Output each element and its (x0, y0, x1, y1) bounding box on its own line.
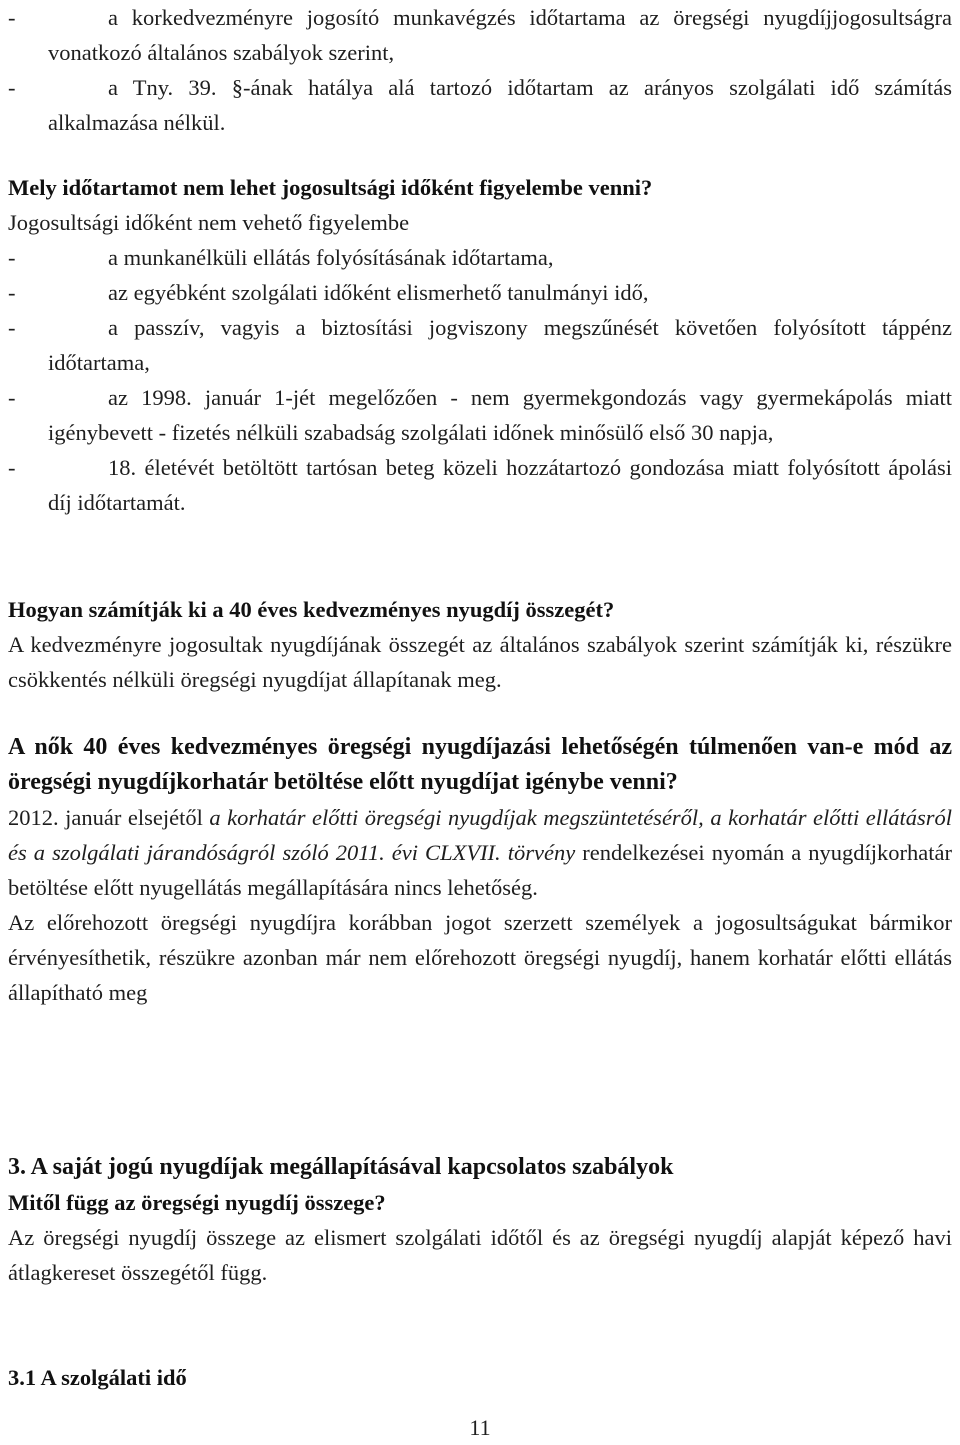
list-item-text: a munkanélküli ellátás folyósításának időtartama, (108, 245, 554, 270)
paragraph: Az előrehozott öregségi nyugdíjra korábban jogot szerzett személyek a jogosultságukat bármikor érvényesíthetik, részükre azonban már nem előrehozott öregségi nyugdíj, hanem korhatár előtti ellátás állapítható meg (8, 910, 952, 1005)
list-item-text: a passzív, vagyis a biztosítási jogviszony megszűnését követően folyósított táppénz időtartama, (48, 315, 952, 375)
section-heading: 3. A saját jogú nyugdíjak megállapításával kapcsolatos szabályok (8, 1154, 674, 1180)
question-heading: Mely időtartamot nem lehet jogosultsági időként figyelembe venni? (8, 175, 653, 200)
paragraph-text: rendelkezései nyomán a nyugdíjkorhatár betöltése előtt nyugellátás megállapítására nincs lehetőség. (8, 840, 953, 900)
list-dash: - (8, 245, 16, 270)
list-item (8, 70, 952, 140)
list-item (8, 450, 952, 520)
list-dash: - (8, 385, 16, 410)
list-item (8, 0, 952, 70)
subsection-heading: 3.1 A szolgálati idő (8, 1365, 187, 1390)
list-item (8, 240, 952, 275)
list-item-text: az egyébként szolgálati időként elismerhető tanulmányi idő, (108, 280, 649, 305)
paragraph: A kedvezményre jogosultak nyugdíjának összegét az általános szabályok szerint számítják ki, részükre csökkentés nélküli öregségi nyugdíjat állapítanak meg. (8, 632, 952, 692)
question-heading: A nők 40 éves kedvezményes öregségi nyugdíjazási lehetőségén túlmenően van-e mód az öregségi nyugdíjkorhatár betöltése előtt nyugdíjat igénybe venni? (8, 734, 952, 795)
paragraph-text: 2012. január elsejétől (8, 805, 210, 830)
list-item (8, 380, 952, 450)
paragraph: Jogosultsági időként nem vehető figyelembe (8, 210, 410, 235)
list-item-text: a korkedvezményre jogosító munkavégzés időtartama az öregségi nyugdíjjogosultságra vonatkozó általános szabályok szerint, (48, 5, 952, 65)
list-item-text: 18. életévét betöltött tartósan beteg közeli hozzátartozó gondozása miatt folyósított ápolási díj időtartamát. (48, 455, 952, 515)
list-item-text: a Tny. 39. §-ának hatálya alá tartozó időtartam az arányos szolgálati idő számítás alkalmazása nélkül. (48, 75, 952, 135)
list-item (8, 310, 952, 380)
page-number: 11 (469, 1415, 491, 1440)
law-title: a korhatár előtti öregségi nyugdíjak megszüntetéséről, a korhatár előtti ellátásról és a szolgálati járandóságról szóló 2011. évi CLXVII. törvény (8, 805, 952, 865)
list-dash: - (8, 5, 16, 30)
list-dash: - (8, 75, 16, 100)
paragraph (8, 800, 952, 905)
question-heading: Mitől függ az öregségi nyugdíj összege? (8, 1190, 386, 1215)
list-dash: - (8, 280, 16, 305)
list-dash: - (8, 315, 16, 340)
question-heading: Hogyan számítják ki a 40 éves kedvezményes nyugdíj összegét? (8, 597, 615, 622)
paragraph: Az öregségi nyugdíj összege az elismert szolgálati időtől és az öregségi nyugdíj alapját képező havi átlagkereset összegétől függ. (8, 1225, 952, 1285)
list-item (8, 275, 952, 310)
list-item-text: az 1998. január 1-jét megelőzően - nem gyermekgondozás vagy gyermekápolás miatt igénybevett - fizetés nélküli szabadság szolgálati időnek minősülő első 30 napja, (48, 385, 952, 445)
list-dash: - (8, 455, 16, 480)
